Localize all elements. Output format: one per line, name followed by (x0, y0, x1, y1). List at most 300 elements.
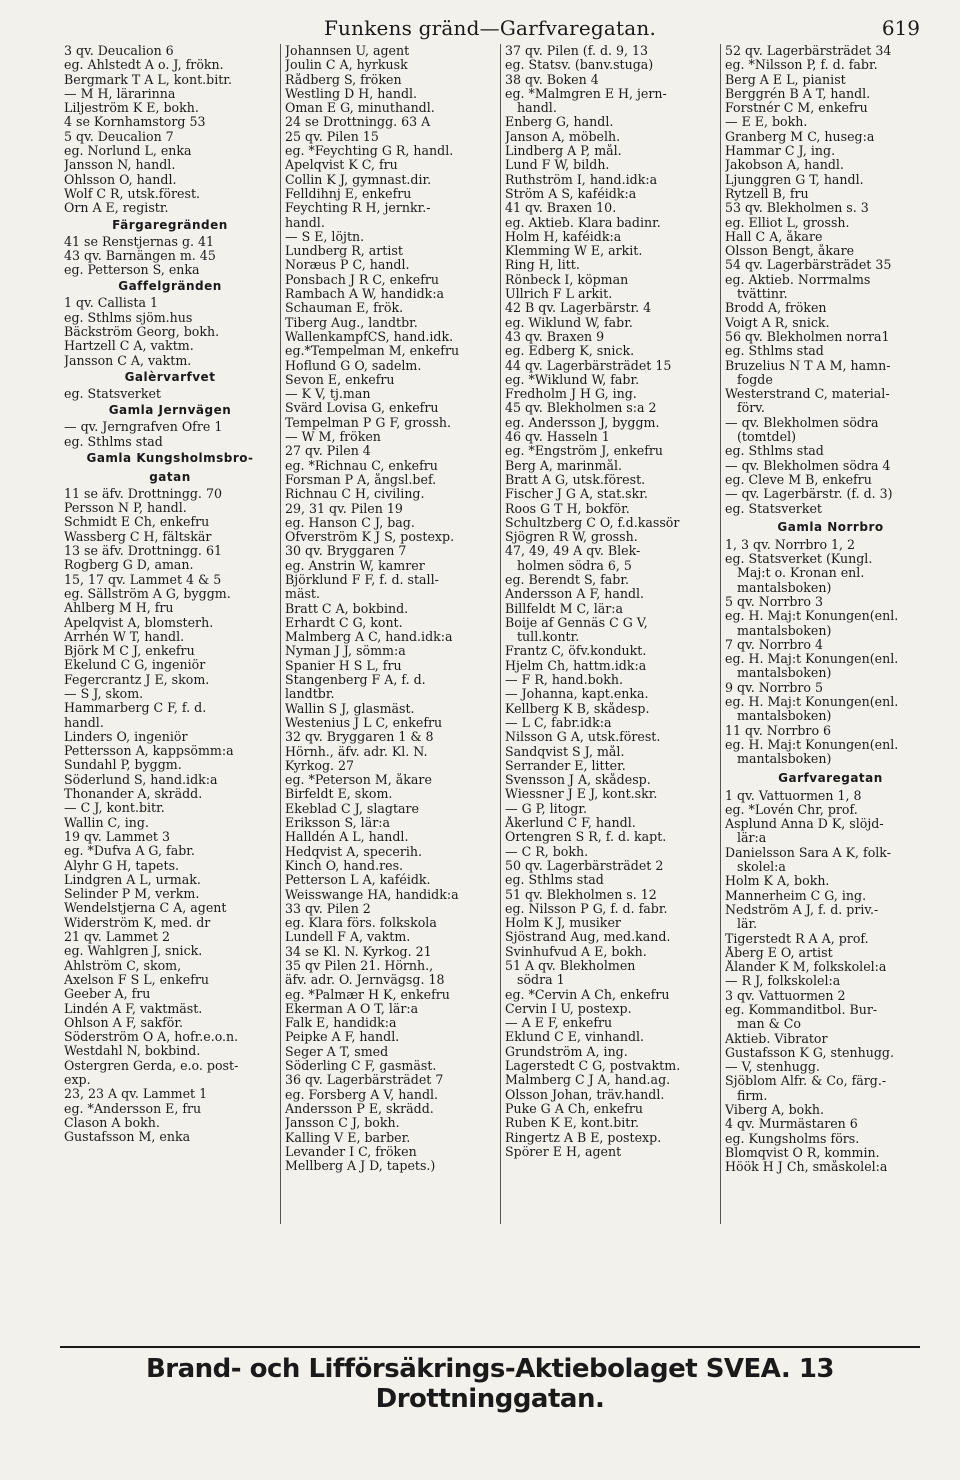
directory-entry: Apelqvist A, blomsterh. (64, 615, 214, 630)
directory-entry: 9 qv. Norrbro 5 (725, 680, 824, 695)
directory-entry: eg. Sthlms stad (725, 344, 824, 359)
directory-entry: Kalling V E, barber. (285, 1130, 411, 1145)
directory-entry: Widerström K, med. dr (64, 915, 211, 930)
directory-entry: — V, stenhugg. (725, 1060, 820, 1075)
directory-entry: Ahlberg M H, fru (64, 601, 174, 616)
directory-entry: Sjöstrand Aug, med.kand. (505, 930, 671, 945)
directory-entry: handl. (517, 101, 557, 116)
directory-entry: eg. H. Maj:t Konungen(enl. (725, 695, 899, 710)
directory-entry: Seger A T, smed (285, 1044, 389, 1059)
directory-entry: Spörer E H, agent (505, 1144, 622, 1159)
directory-entry: Gustafsson K G, stenhugg. (725, 1045, 894, 1060)
directory-entry: eg. *Wiklund W, fabr. (505, 372, 640, 387)
directory-entry: lär. (737, 917, 758, 932)
directory-entry: eg. Nilsson P G, f. d. fabr. (505, 901, 668, 916)
directory-entry: Björk M C J, enkefru (64, 644, 195, 659)
directory-entry: Wolf C R, utsk.förest. (64, 186, 201, 201)
directory-entry: 3 qv. Vattuormen 2 (725, 988, 846, 1003)
directory-entry: — F R, hand.bokh. (505, 673, 624, 688)
directory-entry: Björklund F F, f. d. stall- (285, 572, 439, 587)
directory-entry: Nedström A J, f. d. priv.- (725, 902, 879, 917)
directory-entry: Lindgren A L, urmak. (64, 872, 201, 887)
directory-entry: Holm H, kaféidk:a (505, 229, 622, 244)
directory-entry: Feychting R H, jernkr.- (285, 201, 431, 216)
directory-entry: Sevon E, enkefru (285, 372, 395, 387)
directory-entry: 4 qv. Murmästaren 6 (725, 1117, 858, 1132)
directory-entry: Sundahl P, byggm. (64, 758, 182, 773)
directory-column-4 (720, 44, 940, 1224)
directory-entry: Spanier H S L, fru (285, 658, 402, 673)
directory-entry: eg. Statsverket (725, 501, 822, 516)
directory-entry: eg. *Dufva A G, fabr. (64, 844, 195, 859)
directory-entry: Ruthström I, hand.idk:a (505, 172, 658, 187)
directory-entry: Forsman P A, ångsl.bef. (285, 472, 437, 487)
directory-entry: Richnau C H, civiling. (285, 487, 425, 502)
directory-entry: Ohlson A F, sakför. (64, 1015, 183, 1030)
directory-entry: Rådberg S, fröken (285, 72, 402, 87)
directory-entry: Janson A, möbelh. (505, 129, 621, 144)
directory-entry: Alyhr G H, tapets. (64, 858, 180, 873)
directory-entry: Westdahl N, bokbind. (64, 1044, 201, 1059)
directory-entry: (tomtdel) (737, 430, 797, 445)
directory-entry: Wallin S J, glasmäst. (285, 701, 415, 716)
directory-entry: Eklund C E, vinhandl. (505, 1030, 645, 1045)
directory-entry: lär:a (737, 831, 767, 846)
directory-entry: Lundell F A, vaktm. (285, 930, 411, 945)
directory-entry: Svärd Lovisa G, enkefru (285, 401, 439, 416)
directory-entry: 25 qv. Pilen 15 (285, 129, 379, 144)
directory-entry: Klemming W E, arkit. (505, 244, 643, 259)
directory-entry: eg. Sthlms stad (64, 434, 163, 449)
directory-entry: Ruben K E, kont.bitr. (505, 1116, 640, 1131)
directory-entry: förv. (737, 401, 765, 416)
directory-entry: Axelson F S L, enkefru (64, 972, 210, 987)
directory-entry: Lundberg R, artist (285, 244, 403, 259)
directory-entry: Nilsson G A, utsk.förest. (505, 730, 661, 745)
directory-entry: man & Co (737, 1017, 801, 1032)
directory-entry: Clason A bokh. (64, 1115, 160, 1130)
directory-entry: Billfeldt M C, lär:a (505, 601, 624, 616)
street-heading: Gamla Jernvägen (108, 403, 232, 418)
directory-entry: Frantz C, öfv.kondukt. (505, 644, 647, 659)
directory-entry: 43 qv. Braxen 9 (505, 329, 605, 344)
directory-entry: Johannsen U, agent (285, 44, 410, 58)
directory-entry: 52 qv. Lagerbärsträdet 34 (725, 44, 892, 58)
directory-entry: eg. *Nilsson P, f. d. fabr. (725, 58, 878, 73)
advertisement-footer: Brand- och Lifförsäkrings-Aktiebolaget SVEA. 13 Drottninggatan. (60, 1346, 920, 1394)
directory-entry: Ullrich F L arkit. (505, 287, 613, 302)
directory-entry: eg. *Palmær H K, enkefru (285, 987, 450, 1002)
directory-entry: Roos G T H, bokför. (505, 501, 630, 516)
directory-entry: Örn A E, registr. (64, 201, 169, 216)
directory-entry: Bergmark T A L, kont.bitr. (64, 72, 232, 87)
directory-entry: 29, 31 qv. Pilen 19 (285, 501, 403, 516)
directory-entry: eg. Kommanditbol. Bur- (725, 1003, 878, 1017)
directory-entry: — qv. Blekholmen södra (725, 415, 879, 430)
directory-entry: 11 qv. Norrbro 6 (725, 723, 832, 738)
directory-entry: Hedqvist A, specerih. (285, 844, 422, 859)
directory-entry: Sandqvist S J, mål. (505, 744, 625, 759)
directory-entry: — qv. Blekholmen södra 4 (725, 458, 891, 473)
directory-entry: 34 se Kl. N. Kyrkog. 21 (285, 944, 432, 959)
directory-entry: — qv. Jerngrafven Öfre 1 (64, 420, 223, 435)
directory-entry: eg. *Engström J, enkefru (505, 444, 664, 459)
directory-entry: Jakobson A, handl. (725, 158, 844, 173)
directory-entry: 51 A qv. Blekholmen (505, 959, 636, 973)
directory-entry: Kellberg K B, skådesp. (505, 701, 650, 716)
directory-entry: 1 qv. Vattuormen 1, 8 (725, 788, 862, 803)
directory-entry: Joulin C A, hyrkusk (285, 58, 408, 73)
directory-entry: 4 se Kornhamstorg 53 (64, 115, 206, 130)
directory-entry: Ekeblad C J, slagtare (285, 801, 419, 816)
directory-entry: Tigerstedt R A A, prof. (725, 931, 869, 946)
directory-entry: Bratt A G, utsk.förest. (505, 472, 646, 487)
directory-entry: handl. (285, 215, 325, 230)
directory-entry: Lagerstedt C G, postvaktm. (505, 1059, 681, 1074)
directory-entry: Liljeström K E, bokh. (64, 101, 199, 116)
directory-entry: Westerstrand C, material- (725, 387, 890, 402)
directory-entry: Schauman E, frök. (285, 301, 404, 316)
directory-entry: eg. Kungsholms förs. (725, 1131, 860, 1146)
directory-entry: Jansson N, handl. (64, 158, 176, 173)
directory-entry: eg. Sällström A G, byggm. (64, 586, 231, 601)
directory-entry: Hjelm Ch, hattm.idk:a (505, 658, 647, 673)
directory-entry: Linders O, ingeniör (64, 729, 188, 744)
directory-entry: Gustafsson M, enka (64, 1130, 191, 1145)
directory-entry: 15, 17 qv. Lammet 4 & 5 (64, 572, 222, 587)
directory-entry: Blomqvist O R, kommin. (725, 1145, 880, 1160)
directory-entry: 53 qv. Blekholmen s. 3 (725, 201, 869, 216)
directory-entry: Lindén A F, vaktmäst. (64, 1001, 203, 1016)
directory-entry: Malmberg C J A, hand.ag. (505, 1073, 671, 1088)
directory-entry: Nyman J J, sömm:a (285, 644, 406, 659)
directory-entry: Wendelstjerna C A, agent (64, 901, 227, 916)
directory-entry: 23, 23 A qv. Lammet 1 (64, 1087, 208, 1102)
directory-entry: Jansson C A, vaktm. (64, 353, 192, 368)
directory-entry: Söderling C F, gasmäst. (285, 1059, 437, 1074)
directory-entry: 37 qv. Pilen (f. d. 9, 13 (505, 44, 649, 58)
directory-entry: Tiberg Aug., landtbr. (285, 315, 418, 330)
directory-entry: Forstnér C M, enkefru (725, 101, 868, 116)
directory-entry: eg. Hanson C J, bag. (285, 515, 415, 530)
directory-entry: Granberg M C, huseg:a (725, 129, 875, 144)
directory-entry: eg.*Tempelman M, enkefru (285, 344, 460, 359)
directory-entry: eg. *Lovén Chr, prof. (725, 802, 858, 817)
directory-entry: Fegercrantz J E, skom. (64, 672, 210, 687)
directory-entry: eg. Aktieb. Norrmalms (725, 272, 871, 287)
directory-entry: Holm K J, musiker (505, 916, 621, 931)
directory-entry: Brodd A, fröken (725, 301, 827, 316)
directory-entry: Holm K A, bokh. (725, 874, 830, 889)
directory-entry: eg. Statsverket (Kungl. (725, 552, 873, 567)
directory-entry: eg. Ahlstedt A o. J, frökn. (64, 58, 224, 73)
directory-entry: Persson N P, handl. (64, 501, 187, 516)
directory-entry: 56 qv. Blekholmen norra1 (725, 329, 890, 344)
directory-entry: eg. Elliot L, grossh. (725, 215, 850, 230)
directory-entry: Eriksson S, lär:a (285, 816, 390, 831)
directory-entry: 36 qv. Lagerbärsträdet 7 (285, 1073, 444, 1088)
directory-entry: 21 qv. Lammet 2 (64, 930, 171, 945)
directory-entry: 19 qv. Lammet 3 (64, 829, 171, 844)
directory-entry: Örtengren S R, f. d. kapt. (505, 830, 667, 845)
directory-entry: Serrander E, litter. (505, 758, 626, 773)
directory-entry: eg. *Malmgren E H, jern- (505, 86, 667, 101)
directory-entry: Ekelund C G, ingeniör (64, 658, 206, 673)
street-heading: Garfvaregatan (778, 770, 883, 785)
directory-entry: mantalsboken) (737, 709, 832, 724)
directory-entry: 54 qv. Lagerbärsträdet 35 (725, 258, 892, 273)
directory-column-1 (60, 44, 280, 1224)
directory-entry: Svensson J A, skådesp. (505, 773, 651, 788)
directory-entry: Svinhufvud A E, bokh. (505, 944, 647, 959)
directory-entry: 5 qv. Norrbro 3 (725, 594, 824, 609)
page-header (60, 16, 920, 40)
directory-entry: eg. *Cervin A Ch, enkefru (505, 987, 670, 1002)
directory-entry: exp. (64, 1073, 91, 1087)
directory-entry: 1, 3 qv. Norrbro 1, 2 (725, 537, 856, 552)
directory-entry: eg. Forsberg A V, handl. (285, 1087, 439, 1102)
directory-entry: — G P, litogr. (505, 801, 587, 816)
directory-entry: Ohlsson O, handl. (64, 172, 177, 187)
directory-entry: Geeber A, fru (64, 987, 151, 1002)
directory-entry: Pettersson A, kappsömm:a (64, 744, 234, 759)
directory-entry: Schultzberg C O, f.d.kassör (505, 515, 680, 530)
directory-entry: Aktieb. Vibrator (725, 1031, 828, 1046)
directory-entry: eg. Wiklund W, fabr. (505, 315, 633, 330)
directory-entry: 13 se äfv. Drottningg. 61 (64, 544, 222, 559)
directory-entry: eg. Sthlms stad (505, 873, 604, 888)
directory-entry: tull.kontr. (517, 630, 580, 645)
directory-entry: mantalsboken) (737, 752, 832, 767)
directory-entry: mäst. (285, 587, 320, 602)
directory-entry: eg. Andersson J, byggm. (505, 415, 660, 430)
directory-entry: — C J, kont.bitr. (64, 801, 165, 816)
directory-entry: holmen södra 6, 5 (517, 558, 632, 573)
directory-entry: 46 qv. Hasseln 1 (505, 430, 610, 445)
directory-entry: Andersson A F, handl. (505, 587, 645, 602)
directory-entry: landtbr. (285, 687, 335, 702)
directory-entry: 33 qv. Pilen 2 (285, 901, 371, 916)
directory-entry: Danielsson Sara A K, folk- (725, 845, 891, 860)
directory-entry: eg. Edberg K, snick. (505, 344, 635, 359)
directory-entry: Andersson P E, skrädd. (285, 1101, 434, 1116)
directory-entry: — E E, bokh. (725, 115, 808, 130)
directory-entry: eg. Sthlms stad (725, 444, 824, 459)
directory-entry: — W M, fröken (285, 430, 381, 445)
directory-entry: 41 se Renstjernas g. 41 (64, 234, 215, 249)
directory-entry: 45 qv. Blekholmen s:a 2 (505, 401, 657, 416)
directory-entry: 44 qv. Lagerbärsträdet 15 (505, 358, 672, 373)
directory-entry: 47, 49, 49 A qv. Blek- (505, 544, 641, 559)
directory-entry: — qv. Lagerbärstr. (f. d. 3) (725, 487, 893, 502)
directory-entry: Ljunggren G T, handl. (725, 172, 864, 187)
directory-entry: Höök H J Ch, småskolel:a (725, 1160, 888, 1175)
directory-entry: Åkerlund C F, handl. (505, 816, 636, 831)
street-heading: Gaffelgränden (118, 279, 222, 294)
directory-entry: Weisswange HA, handidk:a (285, 887, 459, 902)
directory-entry: Öfverström K J S, postexp. (285, 530, 455, 545)
directory-entry: Ekerman A O T, lär:a (285, 1001, 419, 1016)
street-heading: Galèrvarfvet (124, 369, 216, 384)
directory-entry: Selinder P M, verkm. (64, 887, 200, 902)
directory-entry: Berg A, marinmål. (505, 458, 622, 473)
page-number: 619 (881, 16, 920, 40)
street-heading: Färgaregränden (112, 217, 228, 232)
directory-entry: Boije af Gennäs C G V, (505, 615, 648, 630)
directory-entry: 3 qv. Deucalion 6 (64, 44, 174, 58)
page-title: Funkens gränd—Garfvaregatan. (323, 16, 657, 40)
directory-entry: — S J, skom. (64, 686, 144, 701)
directory-entry: eg. H. Maj:t Konungen(enl. (725, 652, 899, 667)
directory-entry: — R J, folkskolel:a (725, 974, 841, 989)
directory-entry: Jansson C J, bokh. (285, 1116, 400, 1131)
directory-entry: eg. Sthlms sjöm.hus (64, 310, 193, 325)
directory-entry: Schmidt E Ch, enkefru (64, 515, 210, 530)
street-heading: Gamla Norrbro (777, 519, 884, 534)
directory-entry: eg. Norlund L, enka (64, 144, 192, 159)
directory-entry: — M H, lärarinna (64, 86, 176, 101)
directory-entry: Öman E G, minuthandl. (285, 101, 435, 116)
directory-entry: — A E F, enkefru (505, 1016, 613, 1031)
directory-entry: Hörnh., äfv. adr. Kl. N. (285, 744, 428, 759)
directory-entry: Söderström O A, hofr.e.o.n. (64, 1030, 239, 1045)
directory-entry: eg. *Richnau C, enkefru (285, 458, 438, 473)
directory-entry: Westenius J L C, enkefru (285, 715, 443, 730)
directory-entry: eg. Statsv. (banv.stuga) (505, 58, 654, 73)
directory-entry: Rytzell B, fru (725, 186, 809, 201)
directory-entry: 27 qv. Pilen 4 (285, 444, 371, 459)
directory-entry: Mellberg A J D, tapets.) (285, 1159, 436, 1174)
directory-entry: 32 qv. Bryggaren 1 & 8 (285, 730, 434, 745)
directory-entry: tvättinr. (737, 287, 788, 302)
directory-entry: Ring H, litt. (505, 258, 580, 273)
directory-entry: eg. *Feychting G R, handl. (285, 144, 454, 159)
directory-entry: Kinch O, hand.res. (285, 858, 404, 873)
directory-entry: 42 B qv. Lagerbärstr. 4 (505, 301, 652, 316)
directory-entry: 35 qv Pilen 21. Hörnh., (285, 959, 434, 973)
directory-entry: 50 qv. Lagerbärsträdet 2 (505, 858, 664, 873)
directory-entry: Voigt A R, snick. (725, 315, 830, 330)
directory-entry: Falk E, handidk:a (285, 1016, 397, 1031)
directory-entry: Enberg G, handl. (505, 115, 614, 130)
directory-entry: Ålander K M, folkskolel:a (725, 960, 887, 975)
directory-entry: 38 qv. Boken 4 (505, 72, 599, 87)
directory-entry: — K V, tj.man (285, 387, 371, 402)
directory-entry: 43 qv. Barnängen m. 45 (64, 248, 216, 263)
directory-column-2 (280, 44, 500, 1224)
directory-entry: Lund F W, bildh. (505, 158, 610, 173)
directory-entry: eg. *Peterson M, åkare (285, 773, 432, 788)
directory-entry: 5 qv. Deucalion 7 (64, 129, 174, 144)
directory-entry: Sjögren R W, grossh. (505, 530, 638, 545)
directory-entry: Sjöblom Alfr. & Co, färg.- (725, 1074, 887, 1089)
directory-entry: 30 qv. Bryggaren 7 (285, 544, 407, 559)
directory-entry: Asplund Anna D K, slöjd- (725, 817, 884, 832)
directory-entry: Östergren Gerda, e.o. post- (64, 1058, 239, 1073)
directory-entry: Mannerheim C G, ing. (725, 888, 867, 903)
directory-entry: Bruzelius N T A M, hamn- (725, 358, 891, 373)
directory-entry: Halldén A L, handl. (285, 830, 409, 845)
directory-entry: Ström A S, kaféidk:a (505, 186, 637, 201)
directory-entry: — S E, löjtn. (285, 229, 365, 244)
directory-entry: mantalsboken) (737, 623, 832, 638)
street-heading: gatan (149, 469, 191, 484)
directory-entry: Grundström A, ing. (505, 1044, 628, 1059)
directory-entry: södra 1 (517, 973, 565, 988)
directory-entry: Hammarberg C F, f. d. (64, 701, 207, 716)
directory-entry: Bäckström Georg, bokh. (64, 325, 220, 340)
directory-entry: Maj:t o. Kronan enl. (737, 566, 865, 581)
directory-entry: mantalsboken) (737, 666, 832, 681)
directory-entry: eg. Anstrin W, kamrer (285, 558, 425, 573)
directory-entry: äfv. adr. Ö. Jernvägsg. 18 (285, 973, 445, 988)
directory-entry: Tempelman P G F, grossh. (285, 415, 451, 430)
directory-columns (60, 44, 940, 1224)
directory-entry: Collin K J, gymnast.dir. (285, 172, 432, 187)
directory-entry: Hammar C J, ing. (725, 144, 836, 159)
directory-entry: Malmberg A C, hand.idk:a (285, 630, 453, 645)
directory-entry: Noræus P C, handl. (285, 258, 410, 273)
directory-entry: Fredholm J H G, ing. (505, 387, 637, 402)
directory-entry: eg. Klara förs. folkskola (285, 916, 437, 931)
directory-entry: Puke G A Ch, enkefru (505, 1101, 644, 1116)
directory-entry: eg. Statsverket (64, 386, 161, 401)
directory-entry: eg. Berendt S, fabr. (505, 572, 629, 587)
directory-entry: Rambach A W, handidk:a (285, 287, 445, 302)
directory-entry: eg. Wahlgren J, snick. (64, 944, 203, 959)
directory-entry: Rönbeck I, köpman (505, 272, 629, 287)
directory-entry: Wiessner J E J, kont.skr. (505, 787, 658, 802)
directory-entry: 11 se äfv. Drottningg. 70 (64, 486, 222, 501)
directory-entry: skolel:a (737, 860, 786, 875)
directory-entry: Cervin I U, postexp. (505, 1001, 632, 1016)
directory-entry: Fischer J G A, stat.skr. (505, 487, 648, 502)
directory-entry: Bratt C A, bokbind. (285, 601, 409, 616)
directory-entry: Arrhén W T, handl. (64, 629, 185, 644)
directory-entry: — Johanna, kapt.enka. (505, 687, 649, 702)
directory-entry: Ringertz A B E, postexp. (505, 1130, 662, 1145)
directory-entry: Wallin C, ing. (64, 815, 149, 830)
directory-entry: Berggrén B A T, handl. (725, 86, 871, 101)
directory-entry: WallenkampfCS, hand.idk. (285, 329, 454, 344)
directory-entry: eg. *Andersson E, fru (64, 1101, 202, 1116)
directory-entry: Rogberg G D, aman. (64, 558, 194, 573)
directory-entry: Olsson Johan, träv.handl. (505, 1087, 665, 1102)
directory-entry: 41 qv. Braxen 10. (505, 201, 617, 216)
directory-entry: Hartzell C A, vaktm. (64, 339, 194, 354)
directory-entry: 1 qv. Callista 1 (64, 296, 158, 311)
directory-entry: Wassberg C H, fältskär (64, 529, 212, 544)
directory-entry: Erhardt C G, kont. (285, 615, 403, 630)
directory-entry: 7 qv. Norrbro 4 (725, 637, 824, 652)
directory-entry: Viberg A, bokh. (725, 1103, 824, 1118)
directory-entry: Lindberg A P, mål. (505, 144, 622, 159)
directory-entry: Hall C A, åkare (725, 229, 823, 244)
directory-entry: mantalsboken) (737, 580, 832, 595)
directory-entry: 51 qv. Blekholmen s. 12 (505, 887, 657, 902)
directory-column-3 (500, 44, 720, 1224)
directory-entry: eg. Petterson S, enka (64, 263, 200, 278)
directory-entry: Petterson L A, kaféidk. (285, 873, 431, 888)
street-heading: Gamla Kungsholmsbro- (86, 450, 254, 465)
directory-entry: Ahlström C, skom, (64, 958, 182, 973)
directory-entry: Felldihnj E, enkefru (285, 186, 412, 201)
directory-entry: eg. H. Maj:t Konungen(enl. (725, 737, 899, 752)
directory-entry: fogde (737, 372, 773, 387)
directory-entry: Åberg E O, artist (725, 945, 833, 960)
directory-entry: 24 se Drottningg. 63 A (285, 115, 431, 130)
directory-entry: Westling D H, handl. (285, 86, 418, 101)
